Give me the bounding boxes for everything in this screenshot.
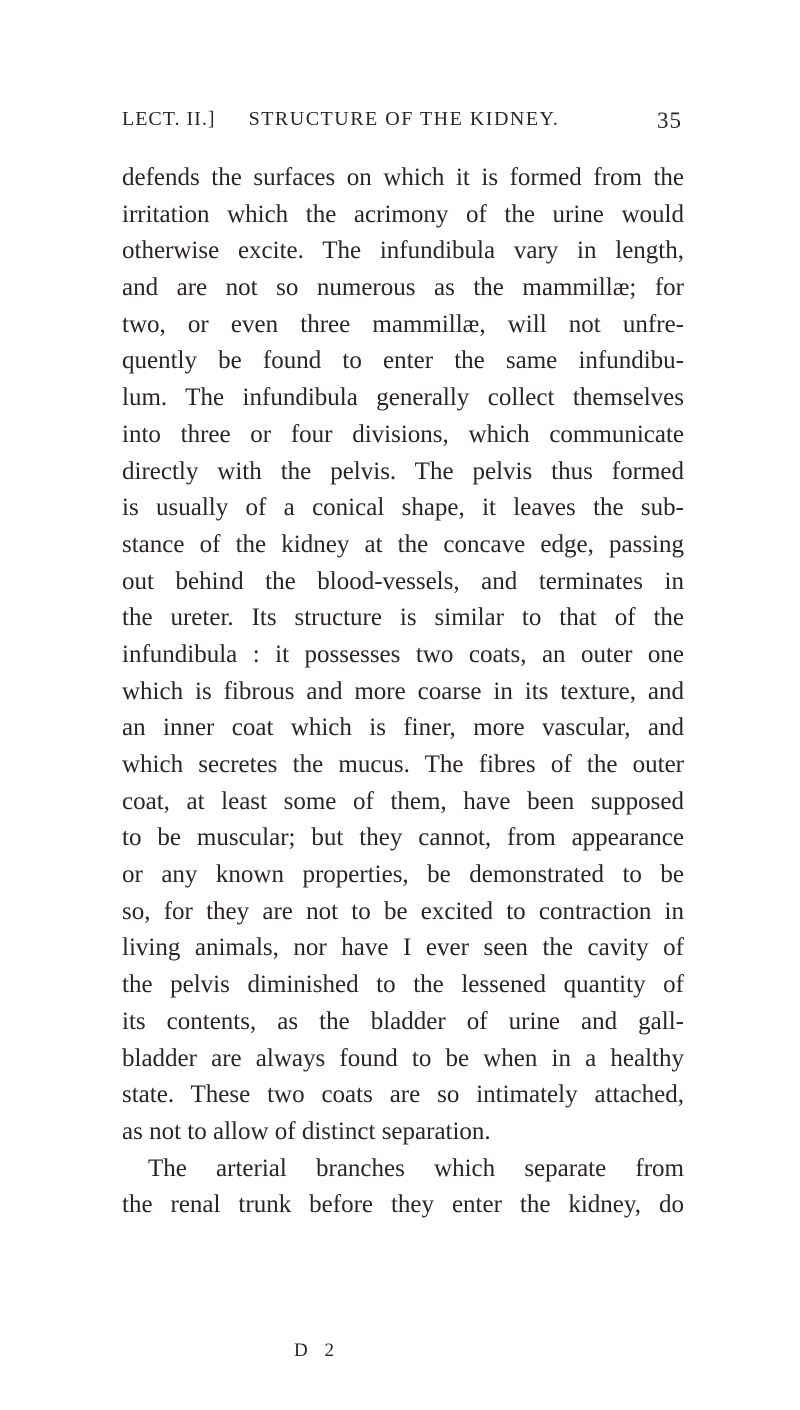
text-line: lum. The infundibula generally collect themselves xyxy=(122,384,684,412)
text-line: infundibula : it possesses two coats, an outer one xyxy=(122,640,684,668)
body-text xyxy=(122,160,684,1224)
text-line: which secretes the mucus. The fibres of the outer xyxy=(122,751,684,778)
text-line: defends the surfaces on which it is formed from the xyxy=(122,164,684,191)
paragraph-start-line: The arterial branches which separate from xyxy=(148,1154,684,1182)
text-line: stance of the kidney at the concave edge, passing xyxy=(122,530,684,558)
text-line: into three or four divisions, which communicate xyxy=(122,420,684,448)
text-line: quently be found to enter the same infundibu- xyxy=(122,347,684,375)
lecture-number: LECT. II.] xyxy=(122,108,216,130)
paragraph-end-line: as not to allow of distinct separation. xyxy=(122,1117,491,1145)
text-line: coat, at least some of them, have been supposed xyxy=(122,787,684,815)
text-line: out behind the blood-vessels, and terminates in xyxy=(122,567,684,595)
text-line: its contents, as the bladder of urine and gall- xyxy=(122,1007,684,1035)
text-line: directly with the pelvis. The pelvis thus formed xyxy=(122,457,684,485)
text-line: an inner coat which is finer, more vascular, and xyxy=(122,714,684,742)
text-line: otherwise excite. The infundibula vary in length, xyxy=(122,237,684,265)
text-line: state. These two coats are so intimately attached, xyxy=(122,1081,684,1109)
text-line: the renal trunk before they enter the kidney, do xyxy=(122,1191,684,1219)
text-line: the ureter. Its structure is similar to that of the xyxy=(122,604,684,632)
text-line: is usually of a conical shape, it leaves the sub- xyxy=(122,494,684,522)
text-line: to be muscular; but they cannot, from appearance xyxy=(122,824,684,852)
text-line: and are not so numerous as the mammillæ; for xyxy=(122,274,684,302)
text-line: so, for they are not to be excited to contraction in xyxy=(122,897,684,925)
text-line: irritation which the acrimony of the urine would xyxy=(122,200,684,228)
running-title: STRUCTURE OF THE KIDNEY. xyxy=(248,108,560,130)
text-line: bladder are always found to be when in a healthy xyxy=(122,1044,684,1072)
text-line: which is fibrous and more coarse in its texture, and xyxy=(122,677,684,705)
page-number: 35 xyxy=(657,108,682,133)
text-line: two, or even three mammillæ, will not unfre- xyxy=(122,310,684,338)
text-line: or any known properties, be demonstrated to be xyxy=(122,861,684,889)
text-line: living animals, nor have I ever seen the cavity of xyxy=(122,934,684,962)
running-head xyxy=(122,108,682,138)
signature-mark: D 2 xyxy=(294,1340,340,1361)
text-line: the pelvis diminished to the lessened quantity of xyxy=(122,971,684,999)
